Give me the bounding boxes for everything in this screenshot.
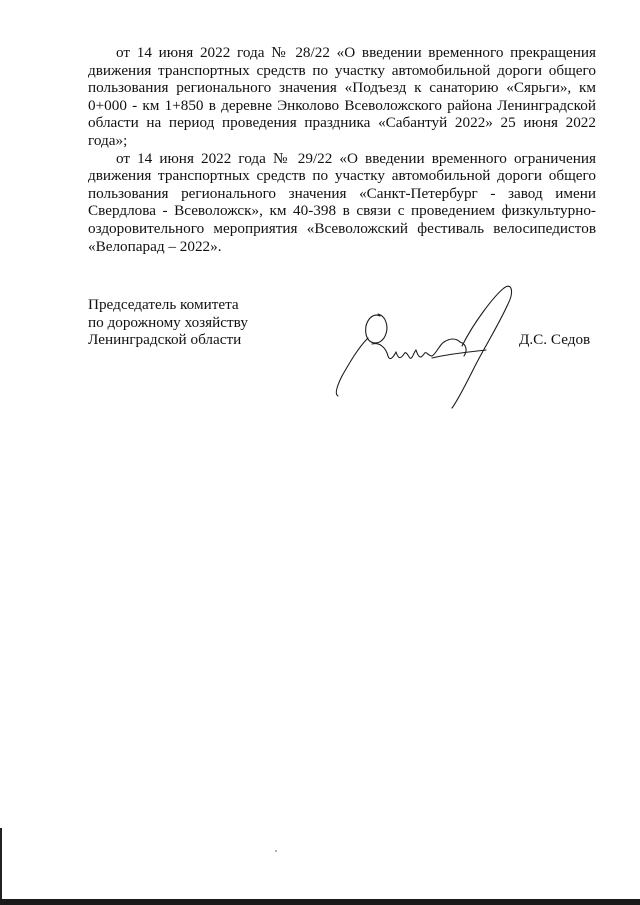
- scan-edge-left: [0, 828, 2, 905]
- scan-edge-bottom: [0, 899, 640, 905]
- signer-position-line: Ленинградской области: [88, 331, 242, 349]
- paragraph-order-28-22: от 14 июня 2022 года № 28/22 «О введении временного прекращения движения транспортных средств по участку автомобильной дороги общего пользования регионального значения «Подъезд к санаторию «Сярьги», км 0+000 - км 1+850 в деревне Энколово Всеволожского района Ленинградской области на период проведения праздника «Сабантуй 2022» 25 июня 2022 года»;: [88, 44, 596, 149]
- signer-name: Д.С. Седов: [519, 331, 591, 348]
- handwritten-signature: [328, 282, 518, 410]
- scan-speck: [275, 850, 277, 852]
- signer-position-line: Председатель комитета: [88, 296, 239, 313]
- signer-position: [88, 296, 308, 349]
- signer-position-line: по дорожному хозяйству: [88, 313, 248, 331]
- document-body: [88, 44, 596, 255]
- paragraph-order-29-22: от 14 июня 2022 года № 29/22 «О введении временного ограничения движения транспортных средств по участку автомобильной дороги общего пользования регионального значения «Санкт-Петербург - завод имени Свердлова - Всеволожск», км 40-398 в связи с проведением физкультурно-оздоровительного мероприятия «Всеволожский фестиваль велосипедистов «Велопарад – 2022».: [88, 149, 596, 255]
